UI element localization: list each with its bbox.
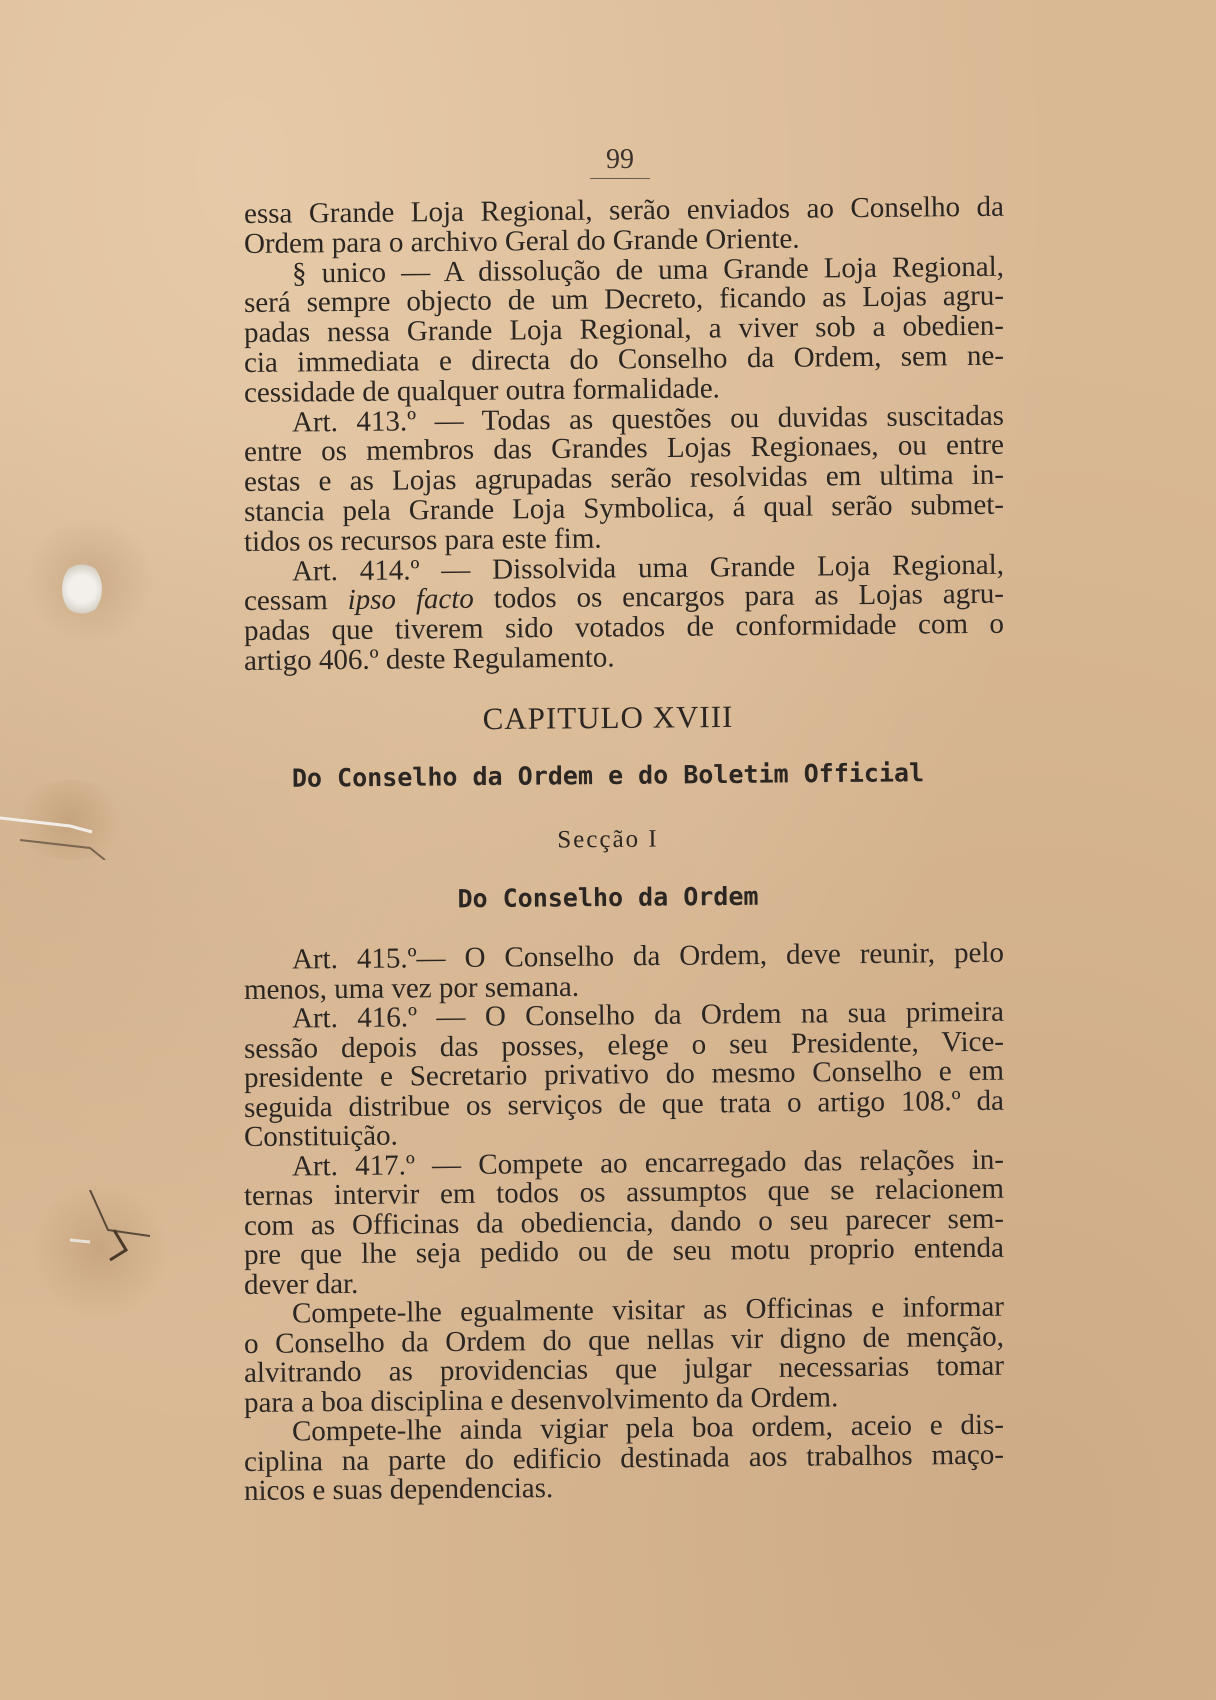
binding-hole (62, 562, 102, 616)
text-line: Art. 413.º — Todas as questões ou duvidas suscitadas (291, 399, 1005, 439)
text-line: Ordem para o archivo Geral do Grande Oriente. (243, 222, 800, 260)
text-line: entre os membros das Grandes Lojas Regionaes, ou entre (243, 429, 1005, 469)
text-line: cessam ipso facto todos os encargos para as Lojas agru- (243, 578, 1005, 618)
text-line: para a boa disciplina e desenvolvimento da Ordem. (243, 1380, 839, 1419)
text-line: ternas intervir em todos os assumptos que se relacionem (243, 1172, 1005, 1212)
text-line: artigo 406.º deste Regulamento. (243, 641, 615, 677)
text-line: pre que lhe seja pedido ou de seu motu proprio entenda (243, 1231, 1005, 1271)
text-line: Constituição. (243, 1119, 398, 1153)
text-line: padas nessa Grande Loja Regional, a viver sob a obedien- (243, 309, 1005, 350)
text-line: alvitrando as providencias que julgar necessarias tomar (243, 1349, 1005, 1389)
paper-tear-mark (30, 1190, 150, 1300)
chapter-heading: CAPITULO XVIII (482, 698, 734, 737)
text-line: Art. 416.º — O Conselho da Ordem na sua primeira (291, 995, 1005, 1035)
text-line: presidente e Secretario privativo do mesmo Conselho e em (243, 1054, 1005, 1094)
text-line: § unico — A dissolução de uma Grande Loja Regional, (291, 250, 1005, 290)
chapter-subtitle: Do Conselho da Ordem e do Boletim Official (291, 758, 925, 793)
text-line: nicos e suas dependencias. (243, 1472, 554, 1507)
text-line: com as Officinas da obediencia, dando o seu parecer sem- (243, 1202, 1005, 1242)
text-line: estas e as Lojas agrupadas serão resolvidas em ultima in- (243, 458, 1005, 499)
text-line: padas que tiverem sido votados de conformidade com o (243, 607, 1005, 648)
text-line: o Conselho da Ordem do que nellas vir digno de menção, (243, 1320, 1005, 1360)
section-title: Do Conselho da Ordem (457, 881, 759, 914)
text-line: será sempre objecto de um Decreto, ficando as Lojas agru- (243, 280, 1005, 320)
text-line: ciplina na parte do edificio destinada aos trabalhos maço- (243, 1438, 1005, 1478)
text-line: menos, uma vez por semana. (243, 970, 580, 1006)
body-text-bottom (243, 936, 1005, 1507)
text-line: stancia pela Grande Loja Symbolica, á qual serão submet- (243, 488, 1005, 528)
text-line: sessão depois das posses, elege o seu Presidente, Vice- (243, 1025, 1005, 1065)
text-line: tidos os recursos para este fim. (243, 522, 602, 558)
text-line: cessidade de qualquer outra formalidade. (243, 372, 721, 409)
text-line: essa Grande Loja Regional, serão enviados ao Conselho da (243, 190, 1005, 230)
text-line: Art. 415.º— O Conselho da Ordem, deve reunir, pelo (291, 936, 1005, 976)
text-line: cia immediata e directa do Conselho da Ordem, sem ne- (243, 339, 1005, 379)
text-line: Compete-lhe egualmente visitar as Officinas e informar (291, 1290, 1005, 1330)
text-line: seguida distribue os serviços de que trata o artigo 108.º da (243, 1084, 1005, 1124)
text-line: Art. 414.º — Dissolvida uma Grande Loja Regional, (291, 548, 1005, 588)
page-number: 99 (590, 142, 650, 179)
body-text-top (243, 190, 1005, 677)
text-line: Art. 417.º — Compete ao encarregado das relações in- (291, 1143, 1005, 1183)
text-line: Compete-lhe ainda vigiar pela boa ordem, aceio e dis- (291, 1408, 1005, 1448)
section-heading: Secção I (557, 825, 659, 854)
text-line: dever dar. (243, 1267, 359, 1301)
